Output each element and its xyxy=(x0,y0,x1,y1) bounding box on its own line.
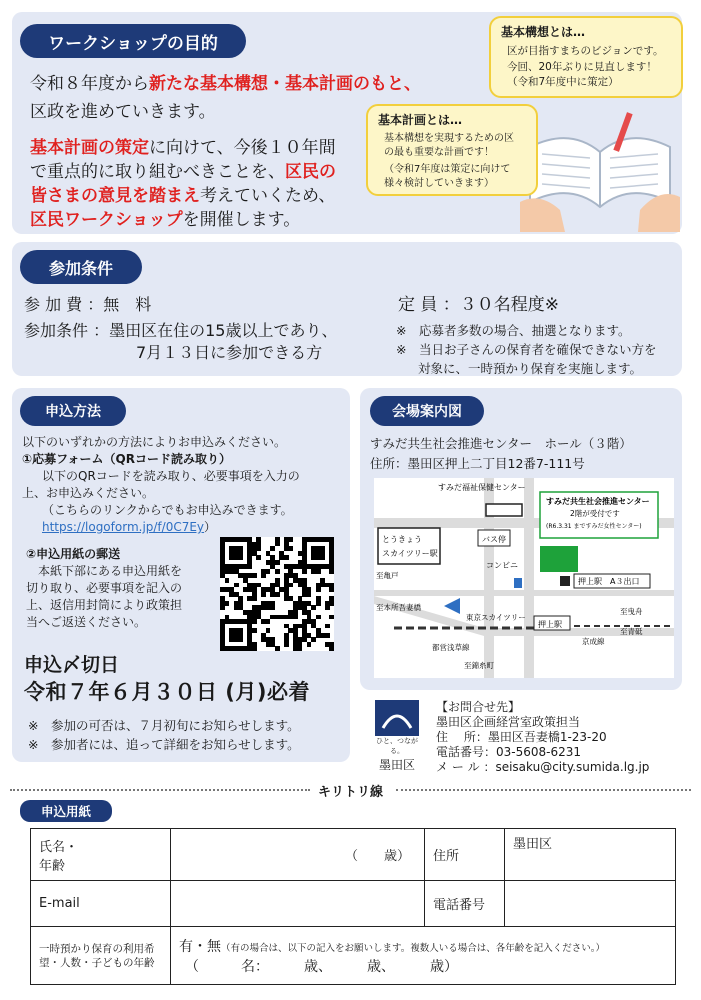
mail-method: ②申込用紙の郵送 本紙下部にある申込用紙を 切り取り、必要事項を記入の 上、返信用封筒により政策担 当へご返送ください。 xyxy=(26,547,183,629)
svg-text:至亀戸: 至亀戸 xyxy=(376,571,399,580)
purpose-paragraph-2: 基本計画の策定に向けて、今後１０年間 で重点的に取り組むべきことを、区民の 皆さまの意見を踏まえ考えていくため、 区民ワークショップを開催します。 xyxy=(30,138,336,230)
address-label-cell: 住所 xyxy=(425,829,505,881)
svg-text:バス停: バス停 xyxy=(482,535,506,544)
conbini-icon xyxy=(514,578,522,588)
svg-text:至曳舟: 至曳舟 xyxy=(620,607,643,616)
conditions-notes: ※ 応募者多数の場合、抽選となります。 ※ 当日お子さんの保育者を確保できない方を 対象に、一時預かり保育を実施します。 xyxy=(396,323,657,376)
book-illustration xyxy=(520,92,680,232)
deadline-date: 令和７年６月３０日 (月)必着 xyxy=(24,680,311,704)
svg-text:京成線: 京成線 xyxy=(582,637,605,646)
condition-text: 参加条件 ：墨田区在住の15歳以上であり、 7月１３日に参加できる方 xyxy=(24,321,338,362)
tel-label-cell: 電話番号 xyxy=(425,881,505,927)
venue-name: すみだ共生社会推進センター ホール（３階） xyxy=(370,436,632,451)
venue-title: 会場案内図 xyxy=(370,396,484,426)
svg-text:東京スカイツリー: 東京スカイツリー xyxy=(466,613,526,622)
svg-text:すみだ福祉保健センター: すみだ福祉保健センター xyxy=(438,483,526,492)
email-input-cell[interactable] xyxy=(171,881,425,927)
tel-input-cell[interactable] xyxy=(505,881,676,927)
cut-line-right xyxy=(396,789,691,791)
hoken-building xyxy=(486,504,522,516)
venue-address: 住所：墨田区押上二丁目12番7-111号 xyxy=(370,456,585,471)
conditions-title: 参加条件 xyxy=(20,250,142,284)
cut-line-label: キリトリ線 xyxy=(318,785,384,800)
svg-text:(R6.3.31 まですみだ女性センター): (R6.3.31 まですみだ女性センター) xyxy=(546,523,642,530)
svg-text:スカイツリー駅: スカイツリー駅 xyxy=(382,549,438,558)
email-label-cell: E-mail xyxy=(31,881,171,927)
svg-text:2階が受付です: 2階が受付です xyxy=(570,509,620,518)
svg-text:至錦糸町: 至錦糸町 xyxy=(464,661,494,670)
deadline-label: 申込〆切日 xyxy=(24,654,120,676)
apply-body: 以下のいずれかの方法によりお申込みください。 ①応募フォーム（QRコード読み取り） 以下のQRコードを読み取り、必要事項を入力の 上、お申込みください。 （こちらのリンクからでもお申込みできます。 https://logoform.jp/f/0C7Ey） xyxy=(22,435,300,534)
venue-map xyxy=(374,478,674,678)
bubble-vision: 基本構想とは… 区が目指すまちのビジョンです。 今回、20年ぶりに見直します！ （令和7年度中に策定） xyxy=(489,16,683,98)
address-input-cell[interactable]: 墨田区 xyxy=(505,829,676,881)
svg-text:コンビニ: コンビニ xyxy=(486,561,518,570)
childcare-label-cell: 一時預かり保育の利用希望・人数・子どもの年齢 xyxy=(31,927,171,985)
apply-notes: ※ 参加の可否は、７月初旬にお知らせします。 ※ 参加者には、追って詳細をお知らせします。 xyxy=(28,718,300,752)
fee-text: 参 加 費 ：無 料 xyxy=(24,295,152,314)
svg-text:押上駅 A３出口: 押上駅 A３出口 xyxy=(578,577,640,586)
form-link[interactable]: https://logoform.jp/f/0C7Ey xyxy=(42,520,205,534)
exit-icon xyxy=(560,576,570,586)
svg-text:すみだ共生社会推進センター: すみだ共生社会推進センター xyxy=(546,497,650,506)
bubble-plan: 基本計画とは… 基本構想を実現するための区 の最も重要な計画です！ （令和7年度は策定に向けて 様々検討していきます） xyxy=(366,104,538,196)
apply-title: 申込方法 xyxy=(20,396,126,426)
purpose-title: ワークショップの目的 xyxy=(20,24,246,58)
purpose-paragraph-1: 令和８年度から新たな基本構想・基本計画のもと、 区政を進めていきます。 xyxy=(30,74,421,122)
name-label-cell: 氏名・ 年齢 xyxy=(31,829,171,881)
cut-line-left xyxy=(10,789,310,791)
childcare-input-cell[interactable]: 有・無（有の場合は、以下の記入をお願いします。複数人いる場合は、各年齢を記入ください。） （ 名： 歳、 歳、 歳） xyxy=(171,927,676,985)
center-building xyxy=(540,546,578,572)
svg-text:至本所吾妻橋: 至本所吾妻橋 xyxy=(376,603,421,612)
contact-info: 【お問合せ先】 墨田区企画経営室政策担当 住 所：墨田区吾妻橋1-23-20 電話番号：03-5608-6231 メ ー ル ：seisaku@city.sumida.lg.jp xyxy=(436,700,650,774)
application-form xyxy=(30,828,676,985)
svg-text:至青砥: 至青砥 xyxy=(620,627,643,636)
qr-code[interactable] xyxy=(220,537,334,651)
svg-text:とうきょう: とうきょう xyxy=(382,535,422,544)
skytree-station-box xyxy=(378,528,440,564)
sumida-logo: ひと、つながる。 墨田区 xyxy=(372,700,422,766)
svg-text:押上駅: 押上駅 xyxy=(538,620,562,629)
name-input-cell[interactable]: （ 歳） xyxy=(171,829,425,881)
svg-text:都営浅草線: 都営浅草線 xyxy=(432,643,470,652)
capacity-text: 定 員 ：３０名程度※ xyxy=(398,295,560,315)
form-title: 申込用紙 xyxy=(20,800,112,822)
